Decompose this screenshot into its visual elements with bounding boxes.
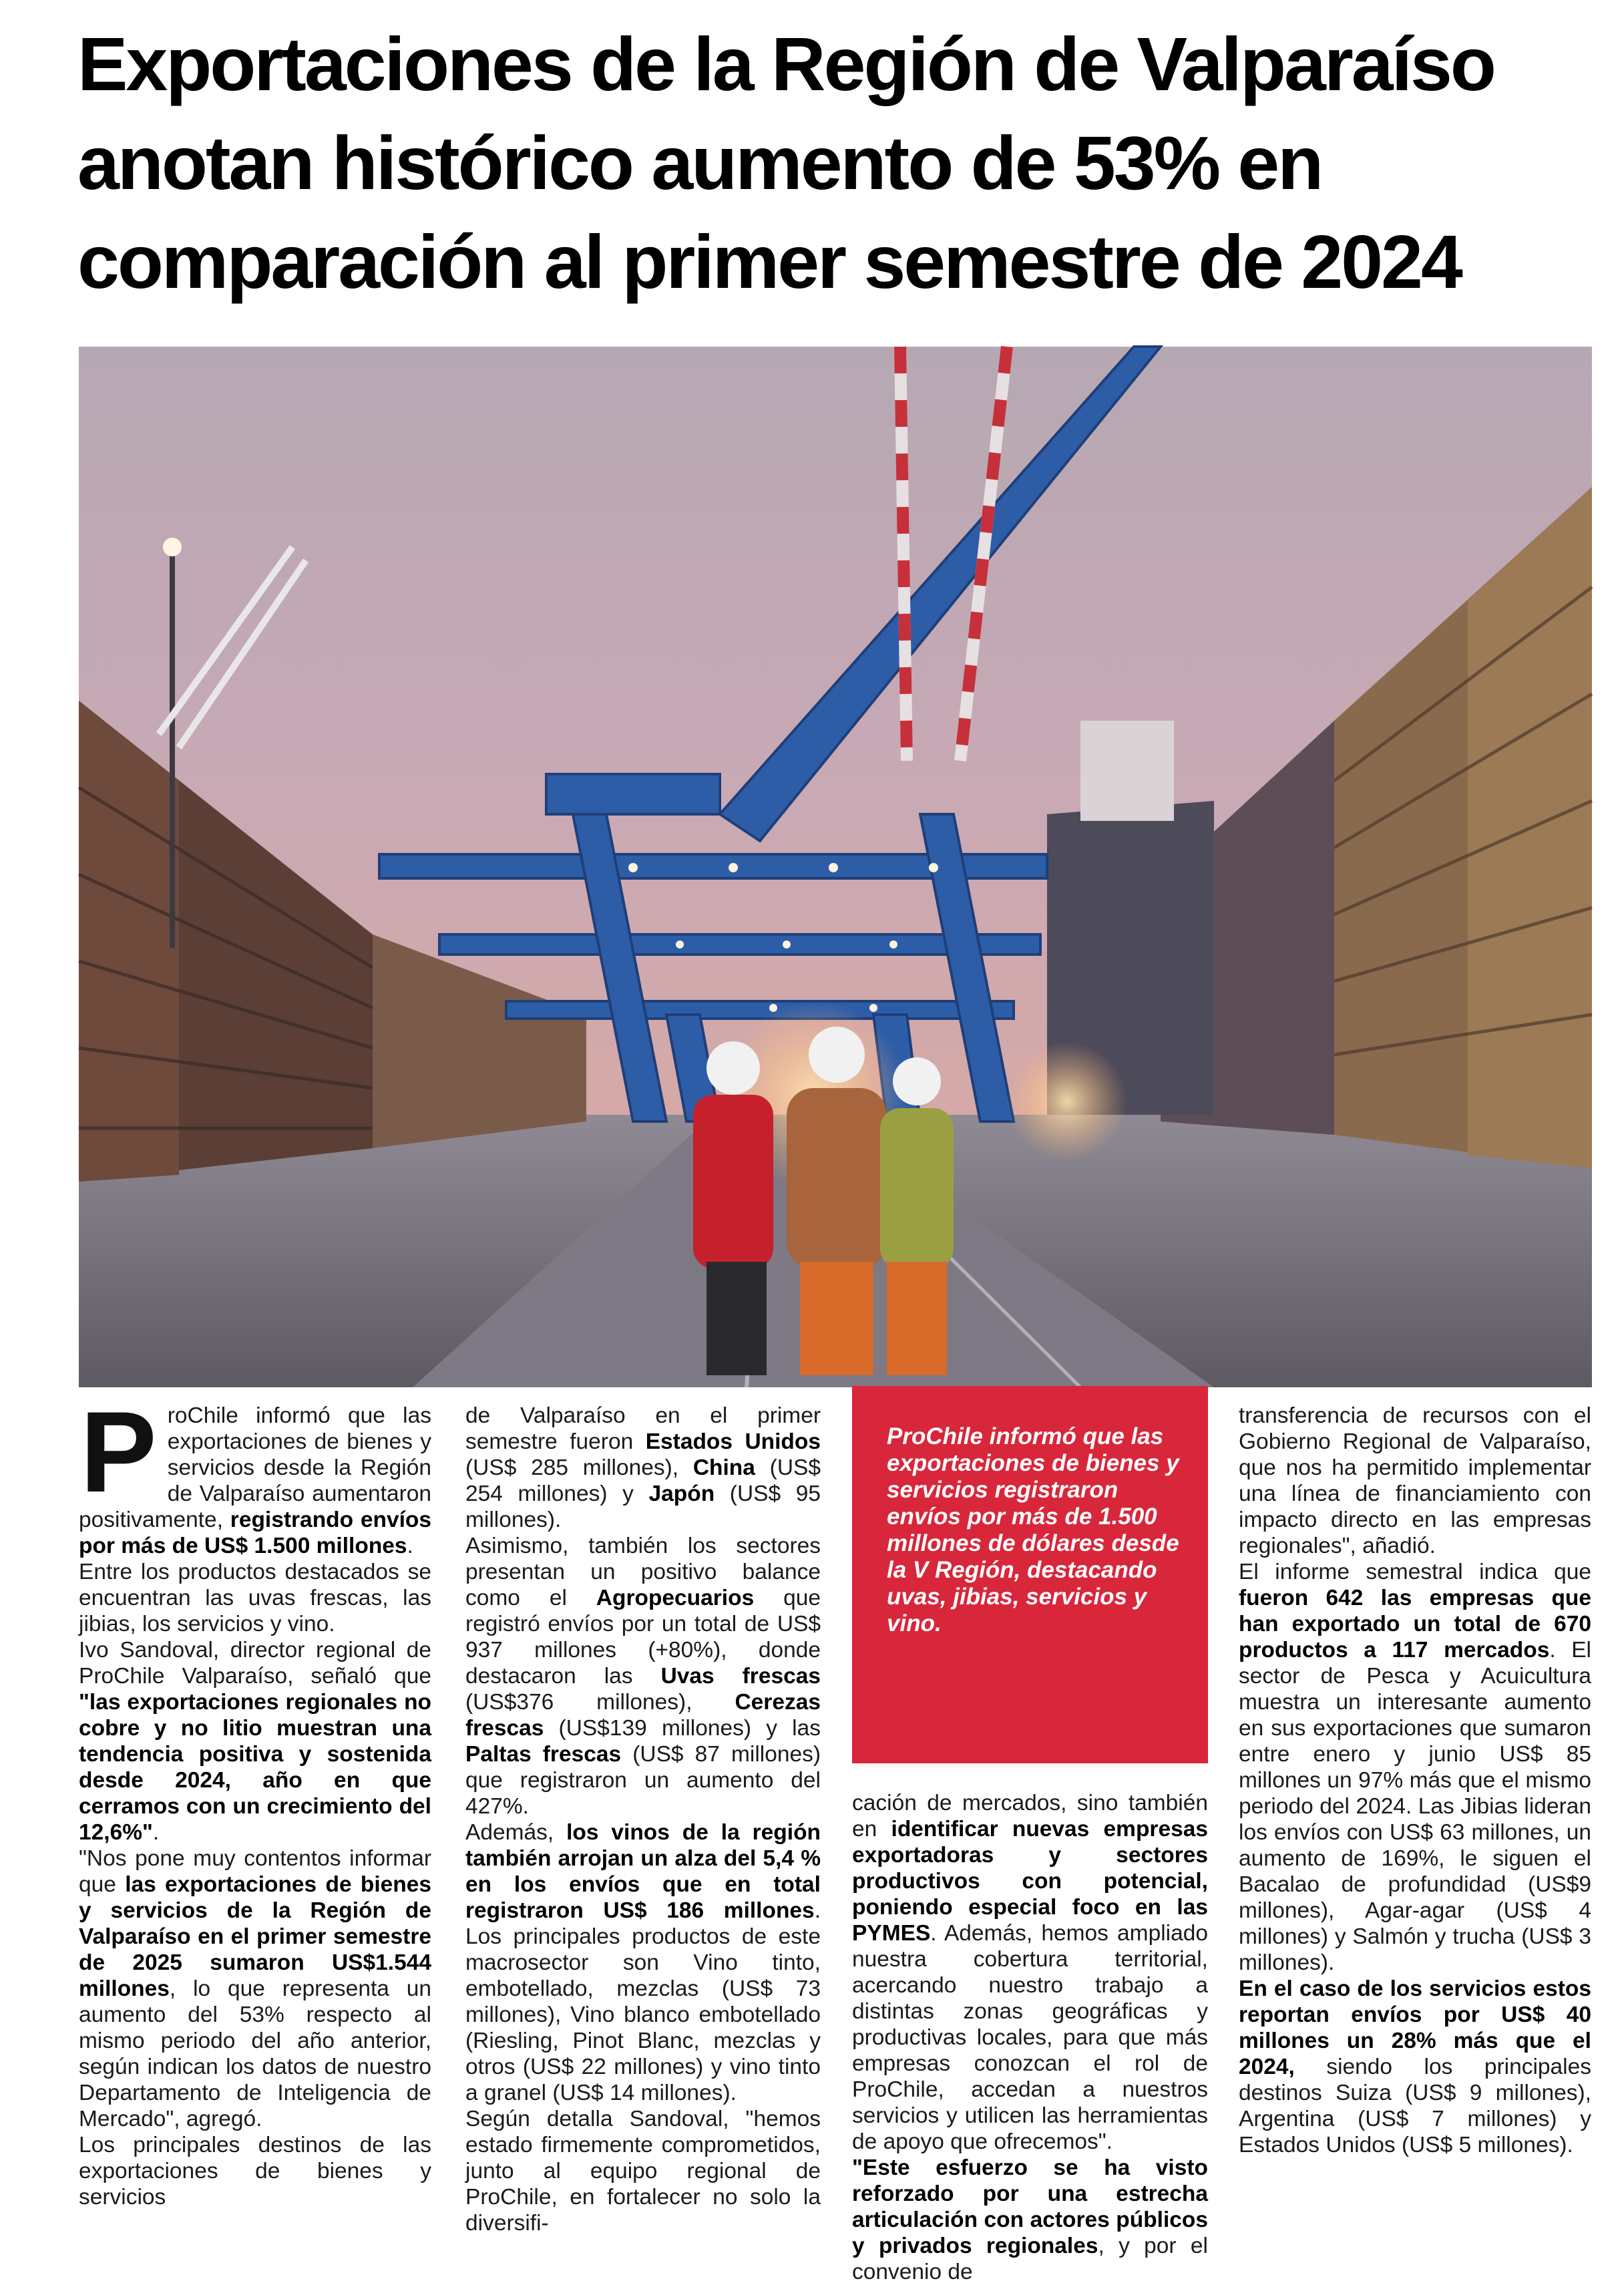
paragraph: En el caso de los servicios estos reportan envíos por US$ 40 millones un 28% más que el 2024, siendo los principales destinos Suiza (US$ 9 millones), Argentina (US$ 7 millones) y Estados Unidos (US$ 5 millones).: [1239, 1976, 1591, 2157]
paragraph: cación de mercados, sino también en identificar nuevas empresas exportadoras y sectores productivos con potencial, poniendo especial foco en las PYMES. Además, hemos ampliado nuestra cobertura territorial, acercando nuestro trabajo a distintas zonas geográficas y productivas locales, para que más empresas conozcan el rol de ProChile, accedan a nuestros servicios y utilicen las herramientas de apoyo que ofrecemos".: [852, 1791, 1208, 2154]
paragraph: El informe semestral indica que fueron 642 las empresas que han exportado un total de 670 productos a 117 mercados. El sector de Pesca y Acuicultura muestra un interesante aumento en sus exportaciones que sumaron entre enero y junio US$ 85 millones un 97% más que el mismo periodo del 2024. Las Jibias lideran los envíos con US$ 63 millones, un aumento de 169%, le siguen el Bacalao de profundidad (US$9 millones), Agar-agar (US$ 4 millones) y Salmón y trucha (US$ 3 millones).: [1239, 1560, 1591, 1975]
article-column-2: [465, 1403, 821, 2236]
paragraph: de Valparaíso en el primer semestre fueron Estados Unidos (US$ 285 millones), China (US$ 254 millones) y Japón (US$ 95 millones).: [465, 1403, 821, 1532]
paragraph: Según detalla Sandoval, "hemos estado firmemente comprometidos, junto al equipo regional de ProChile, en fortalecer no solo la diversifi-: [465, 2107, 821, 2236]
paragraph: Asimismo, también los sectores presentan un positivo balance como el Agropecuarios que registró envíos por un total de US$ 937 millones (+80%), donde destacaron las Uvas frescas (US$376 millones), Cerezas frescas (US$139 millones) y las Paltas frescas (US$ 87 millones) que registraron un aumento del 427%.: [465, 1534, 821, 1819]
paragraph: "Este esfuerzo se ha visto reforzado por una estrecha articulación con actores públicos y privados regionales, y por el convenio de: [852, 2155, 1208, 2284]
article-column-4: [1239, 1403, 1591, 2158]
paragraph: Además, los vinos de la región también arrojan un alza del 5,4 % en los envíos que en total registraron US$ 186 millones. Los principales productos de este macrosector son Vino tinto, embotellado, mezclas (US$ 73 millones), Vino blanco embotellado (Riesling, Pinot Blanc, mezclas y otros (US$ 22 millones) y vino tinto a granel (US$ 14 millones).: [465, 1820, 821, 2105]
highlight-box: ProChile informó que las exportaciones de bienes y servicios registraron envíos por más de 1.500 millones de dólares desde la V Región, destacando uvas, jibias, servicios y vino.: [852, 1386, 1208, 1763]
paragraph: Los principales destinos de las exportaciones de bienes y servicios: [79, 2133, 431, 2210]
dropcap: P: [80, 1388, 157, 1516]
paragraph: roChile informó que las exportaciones de bienes y servicios desde la Región de Valparaíso aumentaron positivamente, registrando envíos por más de US$ 1.500 millones.: [79, 1403, 431, 1558]
port-cranes-illustration: [79, 347, 1592, 1387]
workers-illustration: [693, 1027, 954, 1375]
headline: Exportaciones de la Región de Valparaíso anotan histórico aumento de 53% en comparación al primer semestre de 2024: [77, 22, 1494, 304]
article-column-3: [852, 1790, 1208, 2285]
paragraph: Entre los productos destacados se encuentran las uvas frescas, las jibias, los servicios y vino.: [79, 1560, 431, 1636]
paragraph: Ivo Sandoval, director regional de ProChile Valparaíso, señaló que "las exportaciones regionales no cobre y no litio muestran una tendencia positiva y sostenida desde 2024, año en que cerramos con un crecimiento del 12,6%".: [79, 1638, 431, 1845]
paragraph: transferencia de recursos con el Gobierno Regional de Valparaíso, que nos ha permitido implementar una línea de financiamiento con impacto directo en las empresas regionales", añadió.: [1239, 1403, 1591, 1558]
article-column-1: [79, 1388, 431, 2210]
port-photo: [79, 347, 1592, 1387]
paragraph: "Nos pone muy contentos informar que las exportaciones de bienes y servicios de la Región de Valparaíso en el primer semestre de 2025 sumaron US$1.544 millones, lo que representa un aumento del 53% respecto al mismo periodo del año anterior, según indican los datos de nuestro Departamento de Inteligencia de Mercado", agregó.: [79, 1846, 431, 2131]
